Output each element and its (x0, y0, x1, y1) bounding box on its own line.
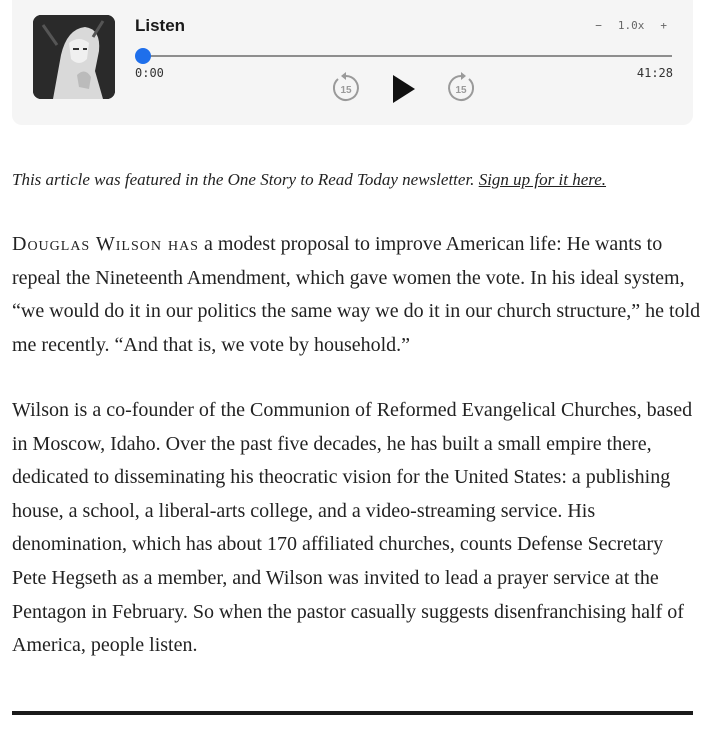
article-paragraph-1 (12, 228, 702, 362)
skip-back-button[interactable] (329, 71, 363, 105)
article-paragraph-2: Wilson is a co-founder of the Communion of Reformed Evangelical Churches, based in Moscow, Idaho. Over the past five decades, he has built a small empire there, dedicated to disseminating his theocratic vision for the United States: a publishing house, a school, a liberal-arts college, and a video-streaming service. His denomination, which has about 170 affiliated churches, counts Defense Secretary Pete Hegseth as a member, and Wilson was invited to lead a prayer service at the Pentagon in February. So when the pastor casually suggests disenfranchising half of America, people listen. (12, 399, 693, 657)
total-time: 41:28 (636, 66, 673, 80)
rewind-15-icon (329, 71, 363, 105)
speed-value: 1.0x (617, 19, 645, 32)
progress-track[interactable] (142, 55, 672, 57)
audio-player (12, 0, 693, 125)
article-paragraph-1-text: a modest proposal to improve American life: He wants to repeal the Nineteenth Amendment, which gave women the vote. In his ideal system, “we would do it in our politics the same way we do it in our church structure,” he told me recently. “And that is, we vote by household.” (12, 233, 701, 356)
speed-decrease-button[interactable]: − (595, 19, 602, 32)
article-thumbnail (33, 15, 115, 99)
player-title: Listen (135, 16, 186, 35)
thumbnail-art (33, 15, 115, 99)
speed-increase-button[interactable]: + (660, 19, 667, 32)
newsletter-signup-link[interactable]: Sign up for it here. (478, 170, 607, 189)
newsletter-note-text: This article was featured in the One Story to Read Today newsletter. (12, 170, 475, 189)
play-icon (391, 73, 417, 105)
current-time: 0:00 (135, 66, 164, 80)
section-divider (12, 711, 693, 715)
play-button[interactable] (391, 73, 417, 105)
newsletter-note (12, 170, 702, 190)
forward-15-icon (444, 71, 478, 105)
article-lead-in: Douglas Wilson has (12, 233, 199, 255)
playback-speed-control (595, 19, 667, 32)
progress-scrubber[interactable] (135, 48, 151, 64)
skip-forward-label: 15 (455, 85, 467, 96)
skip-back-label: 15 (340, 85, 352, 96)
skip-forward-button[interactable] (444, 71, 478, 105)
